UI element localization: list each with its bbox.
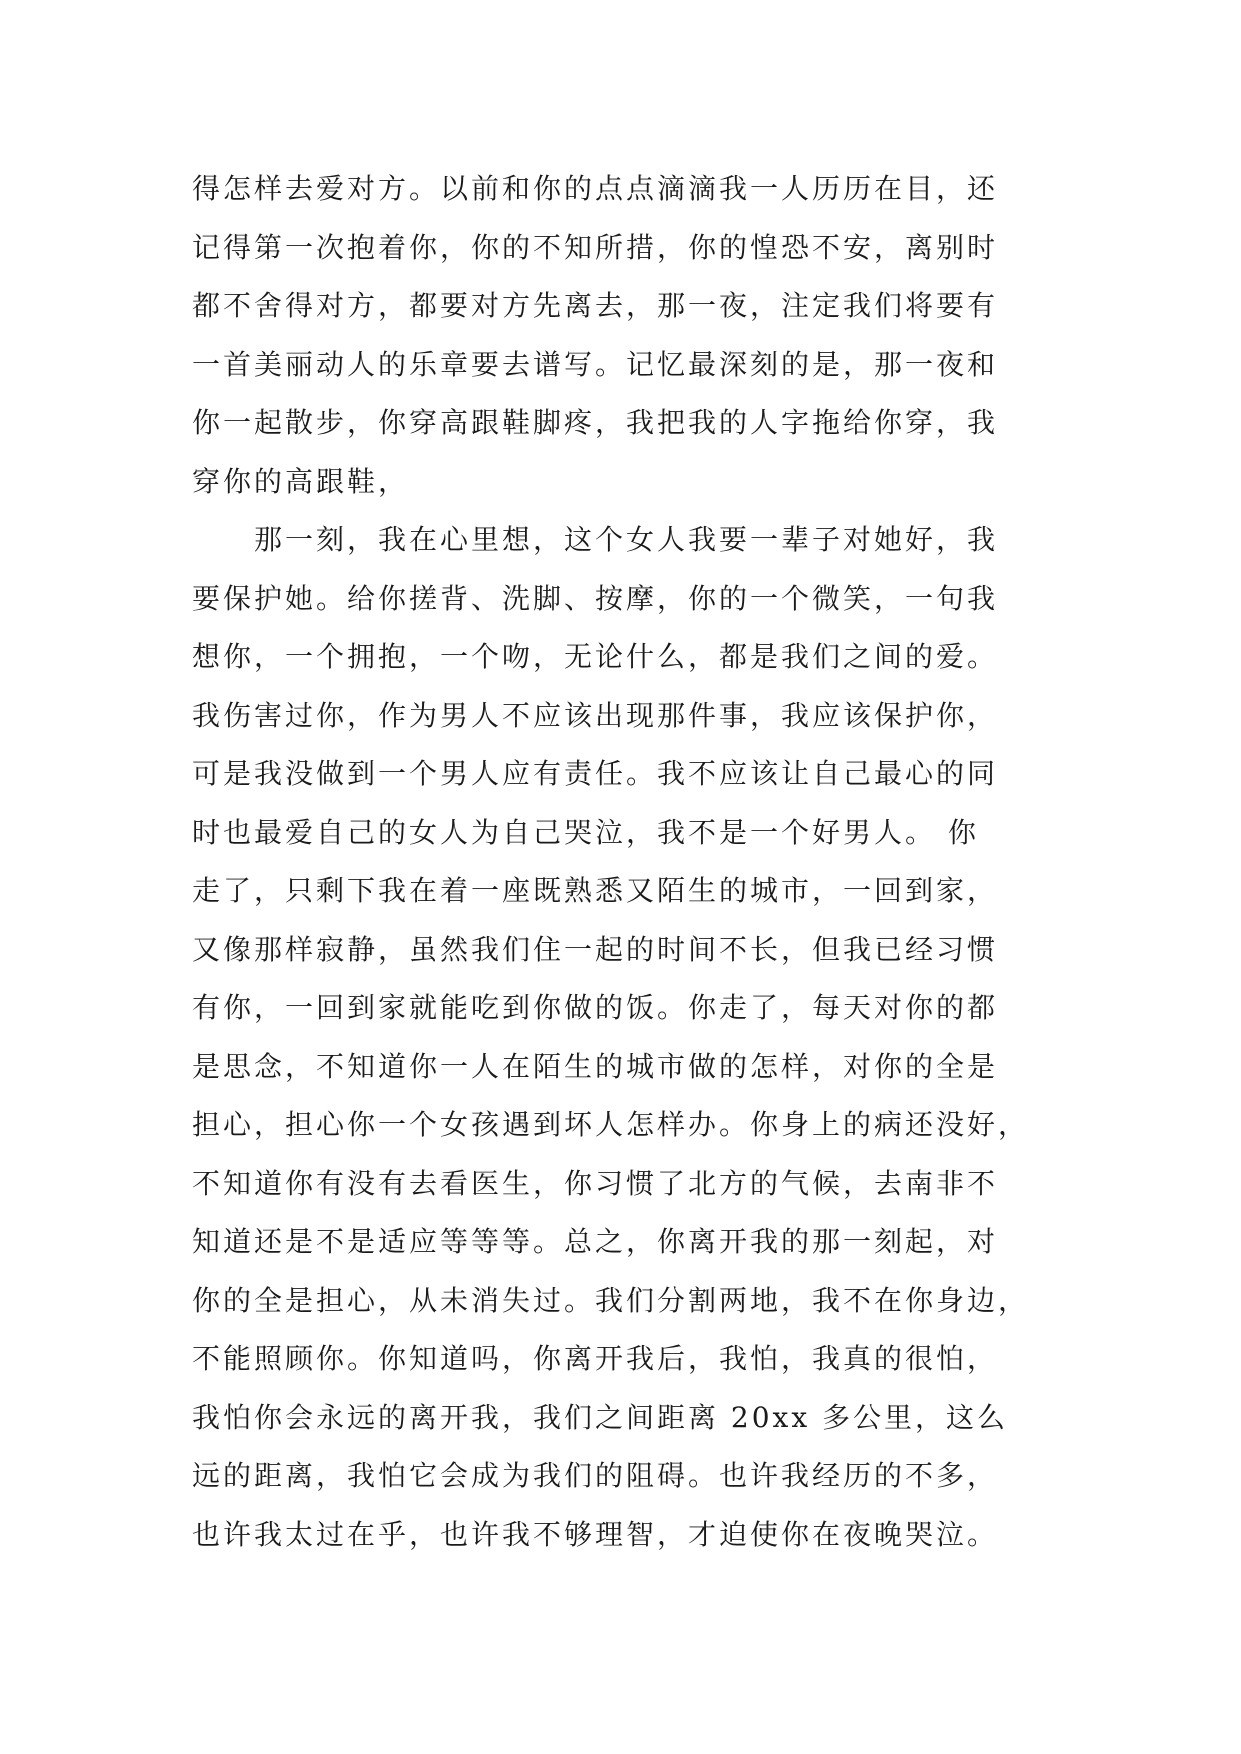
text-line: 我伤害过你，作为男人不应该出现那件事，我应该保护你， — [192, 698, 999, 732]
text-line: 要保护她。给你搓背、洗脚、按摩，你的一个微笑，一句我 — [192, 581, 999, 615]
text-line: 想你，一个拥抱，一个吻，无论什么，都是我们之间的爱。 — [192, 640, 999, 673]
text-line: 有你，一回到家就能吃到你做的饭。你走了，每天对你的都 — [192, 991, 999, 1024]
text-line: 你一起散步，你穿高跟鞋脚疼，我把我的人字拖给你穿，我 — [192, 406, 999, 439]
paragraph-1 — [192, 160, 1062, 511]
text-line: 我怕你会永远的离开我，我们之间距离 20xx 多公里，这么 — [192, 1400, 1009, 1434]
paragraph-2 — [192, 511, 1062, 1564]
text-line: 也许我太过在乎，也许我不够理智，才迫使你在夜晚哭泣。 — [192, 1517, 999, 1551]
text-line: 都不舍得对方，都要对方先离去，那一夜，注定我们将要有 — [192, 289, 999, 322]
document-body — [192, 160, 1062, 1564]
text-line: 穿你的高跟鞋， — [192, 464, 410, 498]
text-line: 是思念，不知道你一人在陌生的城市做的怎样，对你的全是 — [192, 1049, 999, 1083]
text-line: 时也最爱自己的女人为自己哭泣，我不是一个好男人。 你 — [192, 815, 979, 849]
text-line: 可是我没做到一个男人应有责任。我不应该让自己最心的同 — [192, 757, 999, 790]
text-line: 远的距离，我怕它会成为我们的阻碍。也许我经历的不多， — [192, 1459, 999, 1492]
text-line: 不能照顾你。你知道吗，你离开我后，我怕，我真的很怕， — [192, 1342, 999, 1375]
text-line: 记得第一次抱着你，你的不知所措，你的惶恐不安，离别时 — [192, 230, 999, 264]
text-line: 不知道你有没有去看医生，你习惯了北方的气候，去南非不 — [192, 1166, 999, 1200]
text-line: 走了，只剩下我在着一座既熟悉又陌生的城市，一回到家， — [192, 874, 999, 907]
text-line: 又像那样寂静，虽然我们住一起的时间不长，但我已经习惯 — [192, 932, 999, 966]
text-line: 一首美丽动人的乐章要去谱写。记忆最深刻的是，那一夜和 — [192, 347, 999, 381]
text-line: 得怎样去爱对方。以前和你的点点滴滴我一人历历在目，还 — [192, 172, 999, 205]
text-line: 你的全是担心，从未消失过。我们分割两地，我不在你身边， — [192, 1283, 1030, 1317]
text-line: 知道还是不是适应等等等。总之，你离开我的那一刻起，对 — [192, 1225, 999, 1258]
text-line: 担心，担心你一个女孩遇到坏人怎样办。你身上的病还没好， — [192, 1108, 1030, 1141]
text-line: 那一刻，我在心里想，这个女人我要一辈子对她好，我 — [254, 523, 999, 556]
